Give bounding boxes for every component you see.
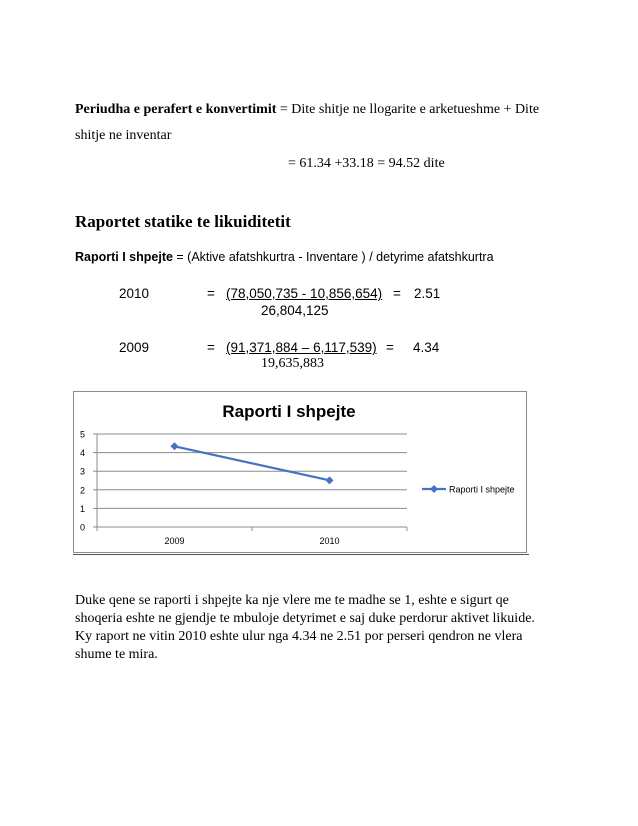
y-tick-label: 1	[79, 503, 85, 514]
row-result: 2.51	[414, 286, 441, 301]
row-equals: =	[207, 340, 215, 355]
row-result: 4.34	[413, 340, 440, 355]
chart-canvas	[74, 392, 526, 552]
y-tick-label: 3	[79, 466, 85, 477]
legend-marker	[430, 485, 438, 493]
row-equals-2: =	[386, 340, 394, 355]
conversion-period-formula: = Dite shitje ne llogarite e arketueshme + Dite	[276, 102, 540, 117]
row-equals-2: =	[393, 286, 401, 301]
conversion-period-line1	[75, 102, 539, 118]
series-line	[175, 446, 330, 480]
row-equals: =	[207, 286, 215, 301]
y-tick-label: 4	[79, 448, 85, 459]
quick-ratio-definition: = (Aktive afatshkurtra - Inventare ) / detyrime afatshkurtra	[172, 250, 494, 264]
data-point	[171, 442, 179, 450]
row-numerator: (78,050,735 - 10,856,654)	[226, 286, 383, 301]
y-tick-label: 0	[79, 522, 85, 533]
quick-ratio-formula	[75, 250, 494, 264]
closing-line: shoqeria eshte ne gjendje te mbuloje detyrimet e saj duke perdorur aktivet likuide.	[75, 611, 535, 626]
conversion-period-label: Periudha e perafert e konvertimit	[75, 102, 277, 117]
y-tick-label: 5	[79, 429, 85, 440]
chart-underline	[73, 554, 529, 555]
row-denominator: 26,804,125	[261, 303, 329, 318]
chart-title: Raporti I shpejte	[222, 402, 356, 421]
data-point	[326, 476, 334, 484]
closing-line: Ky raport ne vitin 2010 eshte ulur nga 4.34 ne 2.51 por perseri qendron ne vlera	[75, 629, 523, 644]
closing-line: Duke qene se raporti i shpejte ka nje vlere me te madhe se 1, eshte e sigurt qe	[75, 593, 509, 608]
legend-label: Raporti I shpejte	[449, 484, 515, 495]
conversion-period-line2: shitje ne inventar	[75, 128, 172, 143]
quick-ratio-chart	[73, 391, 527, 553]
y-tick-label: 2	[79, 485, 85, 496]
closing-line: shume te mira.	[75, 647, 158, 662]
x-tick-label: 2010	[319, 536, 340, 546]
row-numerator: (91,371,884 – 6,117,539)	[226, 340, 377, 355]
x-tick-label: 2009	[164, 536, 185, 546]
conversion-period-result: = 61.34 +33.18 = 94.52 dite	[288, 156, 445, 171]
row-year: 2010	[119, 286, 150, 301]
quick-ratio-label: Raporti I shpejte	[75, 250, 173, 264]
section-heading: Raportet statike te likuiditetit	[75, 212, 291, 231]
row-year: 2009	[119, 340, 150, 355]
row-denominator: 19,635,883	[261, 356, 324, 371]
